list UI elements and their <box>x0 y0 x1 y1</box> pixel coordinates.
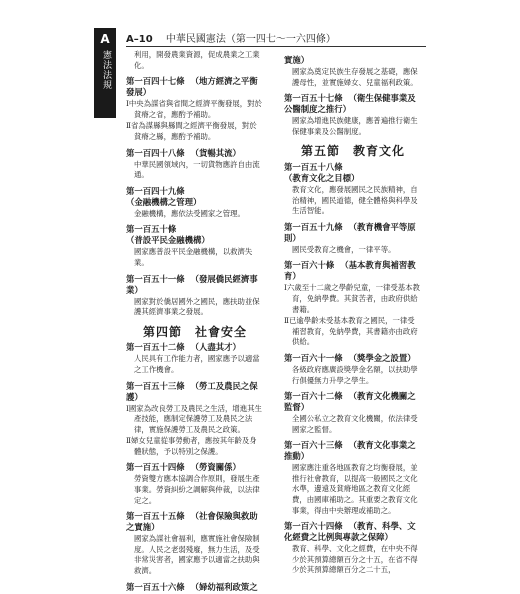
paragraph: 中華民國領域內，一切貨物應許自由流通。 <box>134 159 260 180</box>
article-title: （獎學金之設置） <box>348 352 416 363</box>
paragraph-item: Ⅰ六歲至十二歲之學齡兒童，一律受基本教育，免納學費。其貧苦者，由政府供給書籍。 <box>284 283 420 314</box>
article-heading <box>284 93 422 115</box>
article-number: 第一百五十四條 <box>126 462 185 473</box>
article-title: （社會保險與救助之實施） <box>126 511 258 533</box>
article-number: 第一百六十四條 <box>284 521 343 532</box>
article-number: 第一百五十二條 <box>126 342 185 353</box>
article-title: （普設平民金融機構） <box>126 235 210 246</box>
side-tab-label: 憲法法規 <box>101 50 111 90</box>
paragraph-item: Ⅱ省為謀縣與縣間之經濟平衡發展，對於貧瘠之縣，應酌予補助。 <box>126 121 257 141</box>
article-heading <box>126 224 264 246</box>
article-number: 第一百五十條 <box>126 224 177 235</box>
paragraph-item: Ⅱ婦女兒童從事勞動者，應按其年齡及身體狀態，予以特別之保護。 <box>126 436 257 456</box>
article-heading <box>284 353 422 364</box>
running-header <box>126 30 336 45</box>
article-heading <box>284 391 422 413</box>
article-heading <box>126 148 264 159</box>
article-heading <box>126 274 264 296</box>
paragraph: 利用，開發農業資源，促成農業之工業化。 <box>134 50 260 70</box>
article-title: （教育文化之目標） <box>284 172 360 183</box>
article-title: （婦幼福利政策之 <box>190 581 258 592</box>
section-heading: 第四節 社會安全 <box>142 324 247 339</box>
side-tab[interactable] <box>94 28 116 118</box>
article-number: 第一百四十七條 <box>126 76 185 87</box>
article-heading <box>126 511 264 533</box>
page-number: A–10 <box>126 34 153 45</box>
paragraph: 國家為謀社會福利，應實施社會保險制度。人民之老弱殘廢，無力生活，及受非常災害者，國家應予以適當之扶助與救濟。 <box>134 534 260 576</box>
paragraph: 教育文化，應發展國民之民族精神，自治精神，國民道德，健全體格與科學及生活智能。 <box>292 184 418 216</box>
article-number: 第一百五十三條 <box>126 380 185 391</box>
paragraph: 國家為增進民族健康，應普遍推行衛生保健事業及公醫制度。 <box>292 116 418 136</box>
article-number: 第一百六十條 <box>284 260 335 271</box>
paragraph: 勞資雙方應本協調合作原則，發展生產事業。勞資糾紛之調解與仲裁，以法律定之。 <box>134 474 260 505</box>
article-title: （教育、科學、文化經費之比例與專款之保障） <box>284 521 416 543</box>
article-heading <box>284 55 422 66</box>
article-title: （勞資關係） <box>190 462 241 473</box>
article-title: 實施） <box>284 55 310 65</box>
paragraph: 國家為奠定民族生存發展之基礎，應保護母性，並實施婦女、兒童福利政策。 <box>292 67 418 87</box>
article-heading <box>284 222 422 244</box>
paragraph: 各級政府應廣設獎學金名額，以扶助學行俱優無力升學之學生。 <box>292 364 418 385</box>
header-rule <box>126 46 426 47</box>
article-heading <box>284 521 422 543</box>
paragraph-item: Ⅰ中央為謀省與省間之經濟平衡發展，對於貧瘠之省，應酌予補助。 <box>126 99 262 119</box>
paragraph: 全國公私立之教育文化機關，依法律受國家之監督。 <box>292 414 418 434</box>
article-heading <box>126 76 264 98</box>
paragraph-item: Ⅰ國家為改良勞工及農民之生活，增進其生產技能，應制定保護勞工及農民之法律，實施保護勞工及農民之政策。 <box>126 403 262 434</box>
paragraph: 國民受教育之機會，一律平等。 <box>292 244 396 254</box>
article-number: 第一百五十五條 <box>126 511 185 522</box>
article-title: （貨暢其流） <box>190 147 241 158</box>
article-title: （教育文化事業之推動） <box>284 440 416 462</box>
paragraph: 國家對於僑居國外之國民，應扶助並保護其經濟事業之發展。 <box>134 296 260 317</box>
article-number: 第一百五十八條 <box>284 161 343 172</box>
article-number: 第一百六十三條 <box>284 440 343 451</box>
article-title: （教育機會平等原則） <box>284 221 416 243</box>
side-tab-letter: A <box>100 32 110 46</box>
article-number: 第一百五十一條 <box>126 273 185 284</box>
paragraph: 國家應普設平民金融機構，以救濟失業。 <box>134 247 253 267</box>
left-column <box>126 50 264 594</box>
article-heading <box>284 440 422 462</box>
section-heading: 第五節 教育文化 <box>300 144 405 159</box>
paragraph: 人民具有工作能力者，國家應予以適當之工作機會。 <box>134 354 260 374</box>
right-column <box>284 50 422 577</box>
article-number: 第一百六十二條 <box>284 391 343 402</box>
article-number: 第一百五十六條 <box>126 581 185 592</box>
article-title: （衛生保健事業及公醫制度之推行） <box>284 93 416 115</box>
article-title: （人盡其才） <box>190 342 241 353</box>
article-heading <box>126 342 264 353</box>
article-number: 第一百六十一條 <box>284 352 343 363</box>
article-heading <box>126 186 264 208</box>
article-number: 第一百四十九條 <box>126 185 185 196</box>
paragraph: 國家應注重各地區教育之均衡發展，並推行社會教育，以提高一般國民之文化水準，邊遠及貧瘠地區之教育文化經費，由國庫補助之。其重要之教育文化事業，得由中央辦理或補助之。 <box>292 463 418 515</box>
article-number: 第一百五十九條 <box>284 221 343 232</box>
article-title: （金融機構之管理） <box>126 196 202 207</box>
article-heading <box>126 582 264 593</box>
article-number: 第一百五十七條 <box>284 93 343 104</box>
header-title: 中華民國憲法（第一四七～一六四條） <box>165 34 336 45</box>
paragraph: 金融機構，應依法受國家之管理。 <box>134 208 245 218</box>
article-title: （教育文化機關之監督） <box>284 391 416 413</box>
article-heading <box>284 162 422 184</box>
article-title: （勞工及農民之保護） <box>126 380 258 402</box>
article-heading <box>126 462 264 473</box>
paragraph-item: Ⅱ已逾學齡未受基本教育之國民，一律受補習教育，免納學費，其書籍亦由政府供給。 <box>284 316 418 347</box>
article-title: （發展僑民經濟事業） <box>126 273 258 295</box>
article-title: （基本教育與補習教育） <box>284 260 416 282</box>
article-number: 第一百四十八條 <box>126 147 185 158</box>
article-heading <box>126 381 264 403</box>
article-heading <box>284 260 422 282</box>
paragraph: 教育、科學、文化之經費，在中央不得少於其預算總額百分之十五，在省不得少於其預算總額百分之二十五， <box>292 544 418 575</box>
article-title: （地方經濟之平衡發展） <box>126 76 258 98</box>
